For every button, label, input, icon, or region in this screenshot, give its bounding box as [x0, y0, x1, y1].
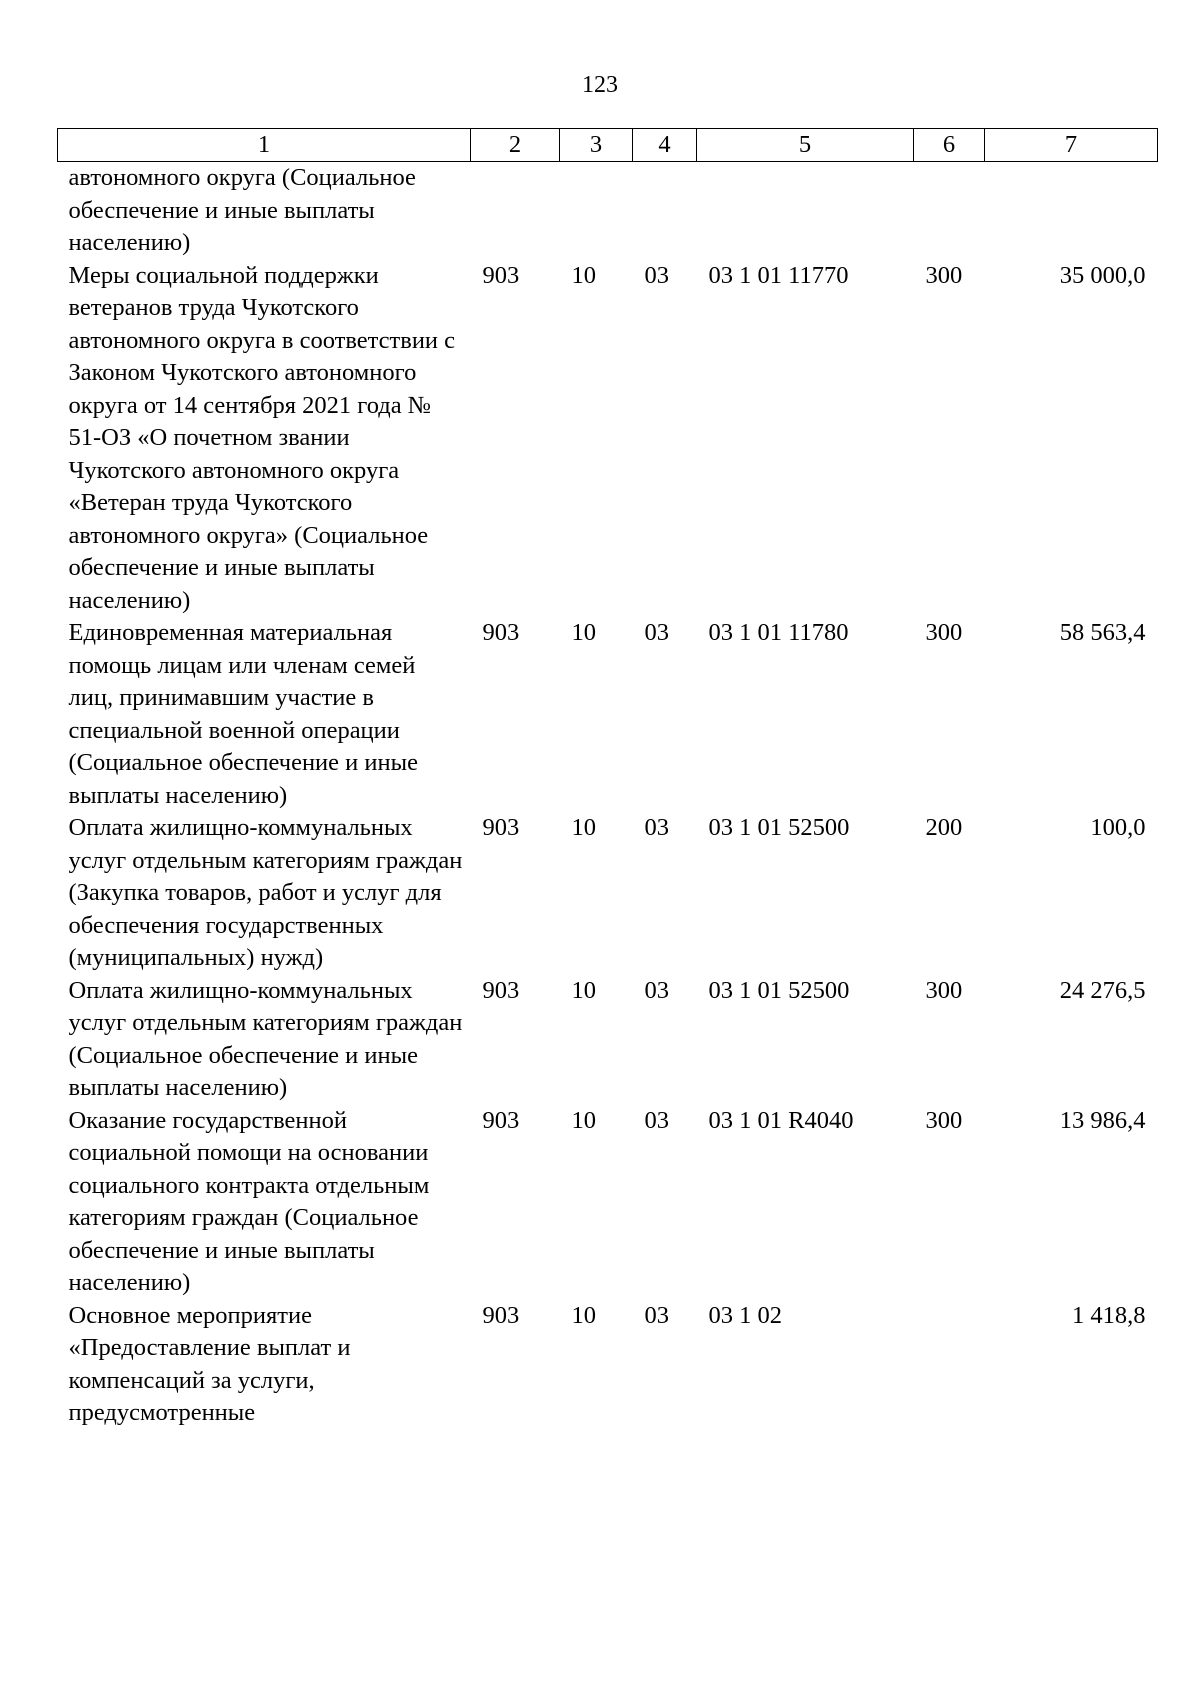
table-row	[58, 1300, 1158, 1430]
row-col-2: 903	[482, 619, 520, 646]
row-col-4: 03	[644, 814, 669, 841]
row-amount: 100,0	[1090, 814, 1146, 841]
table-row	[58, 162, 1158, 260]
row-col-4: 03	[644, 976, 669, 1004]
row-col-5: 03 1 01 52500	[708, 814, 850, 841]
row-col-5	[697, 162, 914, 260]
header-col-4: 4	[633, 129, 697, 162]
row-col-2	[471, 162, 560, 260]
row-col-4: 03	[644, 1301, 669, 1329]
row-name: Единовременная материальная помощь лицам или членам семей лиц, принимавшим участие в специальной военной операции (Социальное обеспечение и иные выплаты населению)	[68, 619, 418, 809]
row-col-2: 903	[482, 976, 520, 1004]
row-col-6: 300	[925, 976, 963, 1004]
header-col-3: 3	[560, 129, 633, 162]
table-row	[58, 617, 1158, 812]
row-col-6: 300	[925, 619, 963, 646]
header-col-1: 1	[58, 129, 471, 162]
row-name: Оказание государственной социальной помощи на основании социального контракта отдельным категориям граждан (Социальное обеспечение и иные выплаты населению)	[68, 1106, 430, 1296]
row-amount: 58 563,4	[1059, 619, 1146, 646]
row-col-4: 03	[644, 1106, 669, 1134]
table-body	[58, 162, 1158, 1430]
row-col-6	[914, 162, 985, 260]
row-col-3: 10	[571, 976, 596, 1004]
row-name: Меры социальной поддержки ветеранов труда Чукотского автономного округа в соответствии с Законом Чукотского автономного округа от 14 сентября 2021 года № 51-ОЗ «О почетном звании Чукотского автономного округа «Ветеран труда Чукотского автономного округа» (Социальное обеспечение и иные выплаты населению)	[68, 261, 456, 614]
row-col-6: 300	[925, 1106, 963, 1134]
header-col-2: 2	[471, 129, 560, 162]
header-row	[58, 129, 1158, 162]
table-row	[58, 260, 1158, 618]
row-col-2: 903	[482, 814, 520, 841]
row-col-5: 03 1 01 R4040	[708, 1106, 854, 1134]
row-name: Оплата жилищно-коммунальных услуг отдельным категориям граждан (Закупка товаров, работ и услуг для обеспечения государственных (муниципальных) нужд)	[68, 814, 463, 971]
row-col-3: 10	[571, 1106, 596, 1134]
row-col-5: 03 1 01 11780	[708, 619, 849, 646]
row-amount: 1 418,8	[1072, 1301, 1146, 1329]
row-name: Оплата жилищно-коммунальных услуг отдельным категориям граждан (Социальное обеспечение и иные выплаты населению)	[68, 976, 463, 1101]
budget-table	[57, 128, 1158, 1430]
page-number: 123	[582, 72, 618, 98]
row-col-2: 903	[482, 1106, 520, 1134]
row-col-4: 03	[644, 619, 669, 646]
table-row	[58, 975, 1158, 1105]
row-col-6: 300	[925, 261, 963, 289]
row-amount: 24 276,5	[1059, 976, 1146, 1004]
row-amount	[985, 162, 1158, 260]
row-col-2: 903	[482, 1301, 520, 1329]
row-col-5: 03 1 02	[708, 1301, 782, 1329]
row-name: Основное мероприятие «Предоставление выплат и компенсаций за услуги, предусмотренные	[68, 1301, 351, 1426]
row-col-6	[914, 1300, 985, 1430]
row-col-3: 10	[571, 619, 596, 646]
row-amount: 13 986,4	[1059, 1106, 1146, 1134]
row-col-3	[560, 162, 633, 260]
header-col-6: 6	[914, 129, 985, 162]
table-header	[58, 129, 1158, 162]
row-col-5: 03 1 01 11770	[708, 261, 849, 289]
row-col-5: 03 1 01 52500	[708, 976, 850, 1004]
row-col-3: 10	[571, 261, 596, 289]
row-col-4: 03	[644, 261, 669, 289]
row-col-2: 903	[482, 261, 520, 289]
table-row	[58, 1105, 1158, 1300]
row-col-4	[633, 162, 697, 260]
header-col-7: 7	[985, 129, 1158, 162]
row-col-6: 200	[925, 814, 963, 841]
table-row	[58, 812, 1158, 975]
row-col-3: 10	[571, 1301, 596, 1329]
row-name: автономного округа (Социальное обеспечение и иные выплаты населению)	[68, 164, 416, 256]
row-col-3: 10	[571, 814, 596, 841]
row-amount: 35 000,0	[1059, 261, 1146, 289]
header-col-5: 5	[697, 129, 914, 162]
